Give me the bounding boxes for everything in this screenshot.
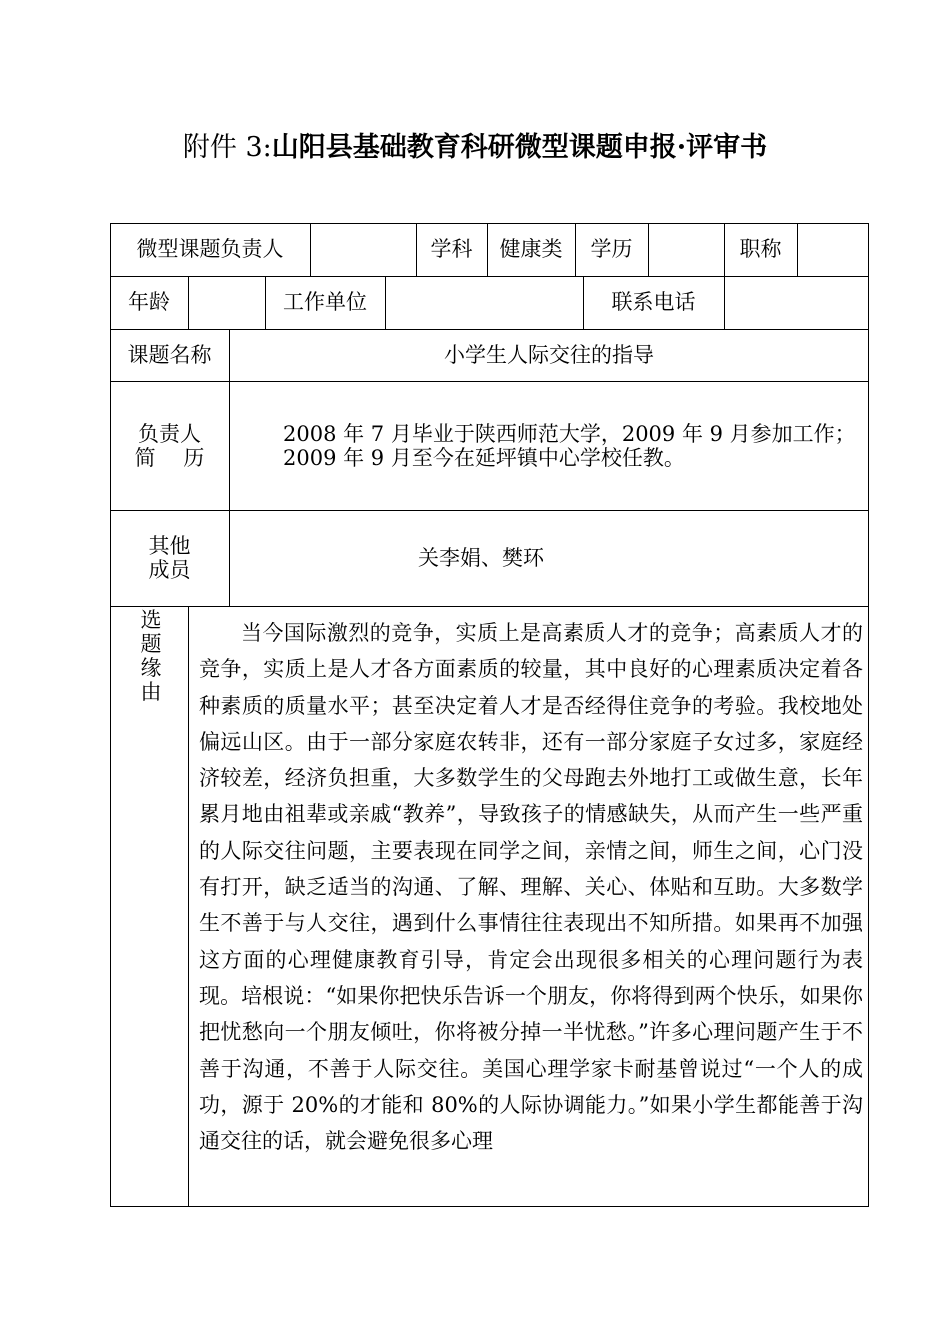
reason-label-char: 选	[140, 608, 162, 632]
table-border-right	[868, 223, 869, 1207]
members-label-line1: 其他	[148, 534, 191, 558]
reason-label-char: 题	[140, 632, 162, 656]
table-border-bottom	[110, 1206, 869, 1207]
topic-label: 课题名称	[127, 343, 212, 367]
phone-label: 联系电话	[611, 290, 696, 314]
table-border-top	[110, 223, 869, 224]
topic-value: 小学生人际交往的指导	[444, 343, 654, 367]
col-divider	[648, 223, 649, 277]
col-divider	[188, 606, 189, 1207]
leader-label: 微型课题负责人	[136, 237, 284, 261]
document-title	[0, 128, 950, 168]
subject-value[interactable]: 健康类	[499, 237, 563, 261]
reason-text: 当今国际激烈的竞争，实质上是高素质人才的竞争；高素质人才的竞争，实质上是人才各方面素质的较量，其中良好的心理素质决定着各种素质的质量水平；甚至决定着人才是否经得住竞争的考验。我校地处偏远山区。由于一部分家庭农转非，还有一部分家庭子女过多，家庭经济较差，经济负担重，大多数学生的父母跑去外地打工或做生意，长年累月地由祖辈或亲戚“教养”，导致孩子的情感缺失，从而产生一些严重的人际交往问题，主要表现在同学之间，亲情之间，师生之间，心门没有打开，缺乏适当的沟通、了解、理解、关心、体贴和互助。大多数学生不善于与人交往，遇到什么事情往往表现出不知所措。如果再不加强这方面的心理健康教育引导，肯定会出现很多相关的心理问题行为表现。培根说：“如果你把快乐告诉一个朋友，你将得到两个快乐，如果你把忧愁向一个朋友倾吐，你将被分掉一半忧愁。”许多心理问题产生于不善于沟通，不善于人际交往。美国心理学家卡耐基曾说过“一个人的成功，源于 20%的才能和 80%的人际协调能力。”如果小学生都能善于沟通交往的话，就会避免很多心理	[199, 621, 863, 1154]
col-divider	[310, 223, 311, 277]
col-divider	[188, 276, 189, 330]
title-rank-label: 职称	[739, 237, 782, 261]
col-divider	[385, 276, 386, 330]
age-label: 年龄	[128, 290, 170, 314]
bio-line-2: 2009 年 9 月至今在延坪镇中心学校任教。	[283, 446, 685, 470]
row-divider	[110, 510, 869, 511]
work-unit-label: 工作单位	[283, 290, 367, 314]
members-label-line2: 成员	[148, 558, 191, 582]
row-divider	[110, 381, 869, 382]
reason-label-char: 缘	[140, 656, 162, 680]
subject-label: 学科	[430, 237, 473, 261]
reason-label-char: 由	[140, 680, 162, 704]
col-divider	[229, 329, 230, 607]
reason-label	[140, 608, 162, 704]
title-main: 山阳县基础教育科研微型课题申报·评审书	[271, 132, 768, 163]
title-prefix: 附件 3:	[182, 132, 272, 163]
col-divider	[797, 223, 798, 277]
education-label: 学历	[590, 237, 633, 261]
table-border-left	[110, 223, 111, 1207]
row-divider	[110, 276, 869, 277]
bio-line-1: 2008 年 7 月毕业于陕西师范大学，2009 年 9 月参加工作；	[283, 422, 856, 446]
col-divider	[724, 276, 725, 330]
bio-label-line1: 负责人	[138, 422, 201, 446]
row-divider	[110, 329, 869, 330]
bio-label-line2: 简 历	[134, 446, 205, 470]
members-value: 关李娟、樊环	[418, 546, 544, 570]
row-divider	[110, 606, 869, 607]
